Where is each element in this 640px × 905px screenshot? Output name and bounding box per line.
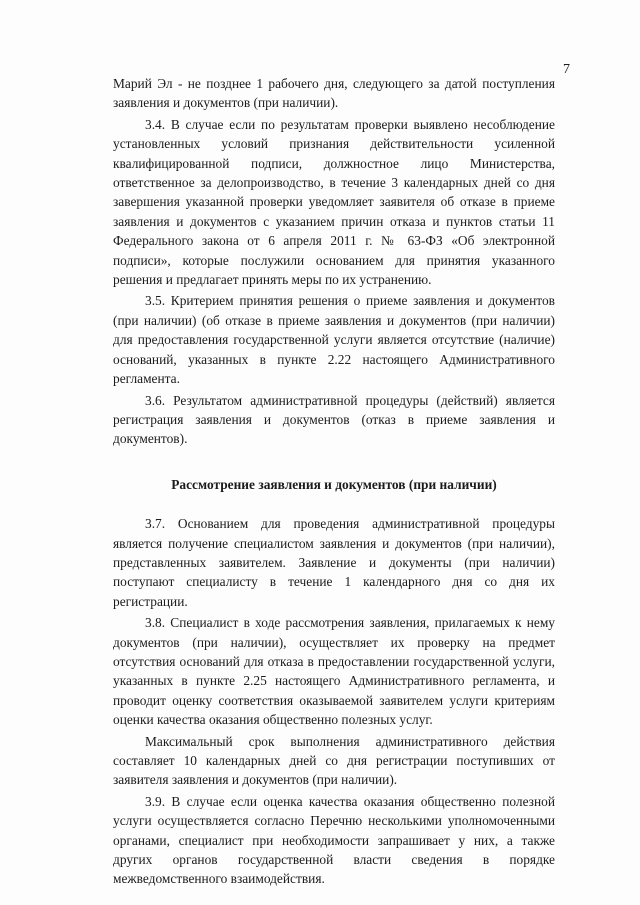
page-number: 7: [563, 62, 570, 77]
paragraph-3-9: 3.9. В случае если оценка качества оказания общественно полезной услуги осуществляется согласно Перечню несколькими уполномоченными органами, специалист при необходимости запрашивает у них, а также других органов государственной власти сведения в порядке межведомственного взаимодействия.: [113, 793, 555, 887]
paragraph-3-7: 3.7. Основанием для проведения административной процедуры является получение специалистом заявления и документов (при наличии), представленных заявителем. Заявление и документы (при наличии) поступают специалисту в течение 1 календарного дня со дня их регистрации.: [113, 516, 555, 609]
section-heading: Рассмотрение заявления и документов (при наличии): [171, 476, 497, 492]
paragraph-continuation: Марий Эл - не позднее 1 рабочего дня, следующего за датой поступления заявления и документов (при наличии).: [113, 76, 555, 111]
paragraph-3-5: 3.5. Критерием принятия решения о приеме заявления и документов (при наличии) (об отказе в приеме заявления и документов (при наличии) для предоставления государственной услуги является отсутствие (наличие) оснований, указанных в пункте 2.22 настоящего Административного регламента.: [113, 293, 555, 387]
document-body: [113, 74, 555, 889]
paragraph-3-4: 3.4. В случае если по результатам проверки выявлено несоблюдение установленных условий признания действительности усиленной квалифицированной подписи, должностное лицо Министерства, ответственное за делопроизводство, в течение 3 календарных дней со дня завершения указанной проверки уведомляет заявителя об отказе в приеме заявления и документов с указанием причин отказа и пунктов статьи 11 Федерального закона от 6 апреля 2011 г. № 63-ФЗ «Об электронной подписи», которые послужили основанием для принятия указанного решения и предлагает принять меры по их устранению.: [113, 116, 555, 288]
paragraph-max-term: Максимальный срок выполнения административного действия составляет 10 календарных дней со дня регистрации поступивших от заявителя заявления и документов (при наличии).: [113, 733, 555, 788]
paragraph-3-8: 3.8. Специалист в ходе рассмотрения заявления, прилагаемых к нему документов (при наличии), осуществляет их проверку на предмет отсутствия оснований для отказа в предоставлении государственной услуги, указанных в пункте 2.25 настоящего Административного регламента, и проводит оценку соответствия оказываемой заявителем услуги критериям оценки качества оказания общественно полезных услуг.: [113, 615, 555, 728]
paragraph-3-6: 3.6. Результатом административной процедуры (действий) является регистрация заявления и документов (отказ в приеме заявления и документов).: [113, 392, 555, 447]
